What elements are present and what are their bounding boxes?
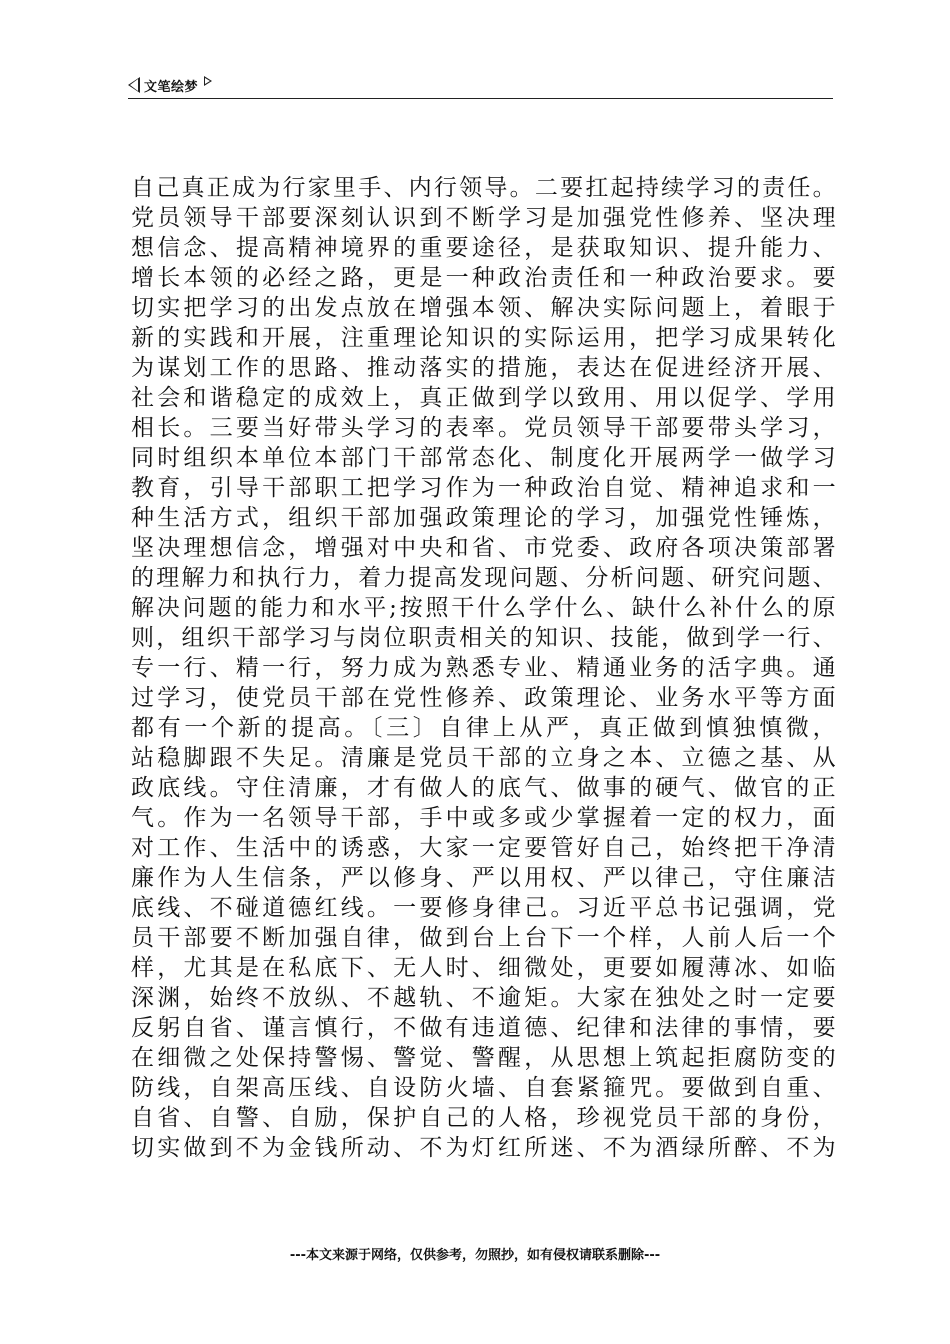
text-line: 底线、不碰道德红线。一要修身律己。习近平总书记强调，党 xyxy=(131,895,836,921)
triangle-right-icon xyxy=(204,76,212,86)
text-line: 切实做到不为金钱所动、不为灯红所迷、不为酒绿所醉、不为 xyxy=(131,1135,836,1161)
text-line: 种生活方式，组织干部加强政策理论的学习，加强党性锤炼， xyxy=(131,505,836,531)
text-line: 过学习，使党员干部在党性修养、政策理论、业务水平等方面 xyxy=(131,685,836,711)
text-line: 切实把学习的出发点放在增强本领、解决实际问题上，着眼于 xyxy=(131,295,836,321)
text-line: 反躬自省、谨言慎行，不做有违道德、纪律和法律的事情，要 xyxy=(131,1015,836,1041)
text-line: 社会和谐稳定的成效上，真正做到学以致用、用以促学、学用 xyxy=(131,385,836,411)
page-header xyxy=(128,74,833,99)
text-line: 站稳脚跟不失足。清廉是党员干部的立身之本、立德之基、从 xyxy=(131,745,836,771)
text-line: 解决问题的能力和水平;按照干什么学什么、缺什么补什么的原 xyxy=(131,595,836,621)
text-line: 同时组织本单位本部门干部常态化、制度化开展两学一做学习 xyxy=(131,445,836,471)
text-line: 廉作为人生信条，严以修身、严以用权、严以律己，守住廉洁 xyxy=(131,865,836,891)
text-line: 自省、自警、自励，保护自己的人格，珍视党员干部的身份， xyxy=(131,1105,836,1131)
text-line: 员干部要不断加强自律，做到台上台下一个样，人前人后一个 xyxy=(131,925,836,951)
text-line: 防线，自架高压线、自设防火墙、自套紧箍咒。要做到自重、 xyxy=(131,1075,836,1101)
text-line: 的理解力和执行力，着力提高发现问题、分析问题、研究问题、 xyxy=(131,565,836,591)
text-line: 对工作、生活中的诱惑，大家一定要管好自己，始终把干净清 xyxy=(131,835,836,861)
text-line: 深渊，始终不放纵、不越轨、不逾矩。大家在独处之时一定要 xyxy=(131,985,836,1011)
triangle-left-icon xyxy=(128,77,140,93)
document-body xyxy=(131,173,836,1163)
footer-notice: ---本文来源于网络，仅供参考，勿照抄，如有侵权请联系删除--- xyxy=(289,1248,661,1263)
text-line: 教育，引导干部职工把学习作为一种政治自觉、精神追求和一 xyxy=(131,475,836,501)
header-brand xyxy=(128,74,212,96)
text-line: 则，组织干部学习与岗位职责相关的知识、技能，做到学一行、 xyxy=(131,625,836,651)
text-line: 都有一个新的提高。〔三〕自律上从严，真正做到慎独慎微， xyxy=(131,715,836,741)
text-line: 相长。三要当好带头学习的表率。党员领导干部要带头学习， xyxy=(131,415,836,441)
text-line: 自己真正成为行家里手、内行领导。二要扛起持续学习的责任。 xyxy=(131,175,836,201)
text-line: 政底线。守住清廉，才有做人的底气、做事的硬气、做官的正 xyxy=(131,775,836,801)
text-line: 想信念、提高精神境界的重要途径，是获取知识、提升能力、 xyxy=(131,235,836,261)
text-line: 在细微之处保持警惕、警觉、警醒，从思想上筑起拒腐防变的 xyxy=(131,1045,836,1071)
text-line: 新的实践和开展，注重理论知识的实际运用，把学习成果转化 xyxy=(131,325,836,351)
header-title: 文笔绘梦 xyxy=(144,79,199,95)
text-line: 为谋划工作的思路、推动落实的措施，表达在促进经济开展、 xyxy=(131,355,836,381)
text-line: 增长本领的必经之路，更是一种政治责任和一种政治要求。要 xyxy=(131,265,836,291)
text-line: 样，尤其是在私底下、无人时、细微处，更要如履薄冰、如临 xyxy=(131,955,836,981)
text-line: 专一行、精一行，努力成为熟悉专业、精通业务的活字典。通 xyxy=(131,655,836,681)
text-line: 党员领导干部要深刻认识到不断学习是加强党性修养、坚决理 xyxy=(131,205,836,231)
text-line: 气。作为一名领导干部，手中或多或少掌握着一定的权力，面 xyxy=(131,805,836,831)
text-line: 坚决理想信念，增强对中央和省、市党委、政府各项决策部署 xyxy=(131,535,836,561)
